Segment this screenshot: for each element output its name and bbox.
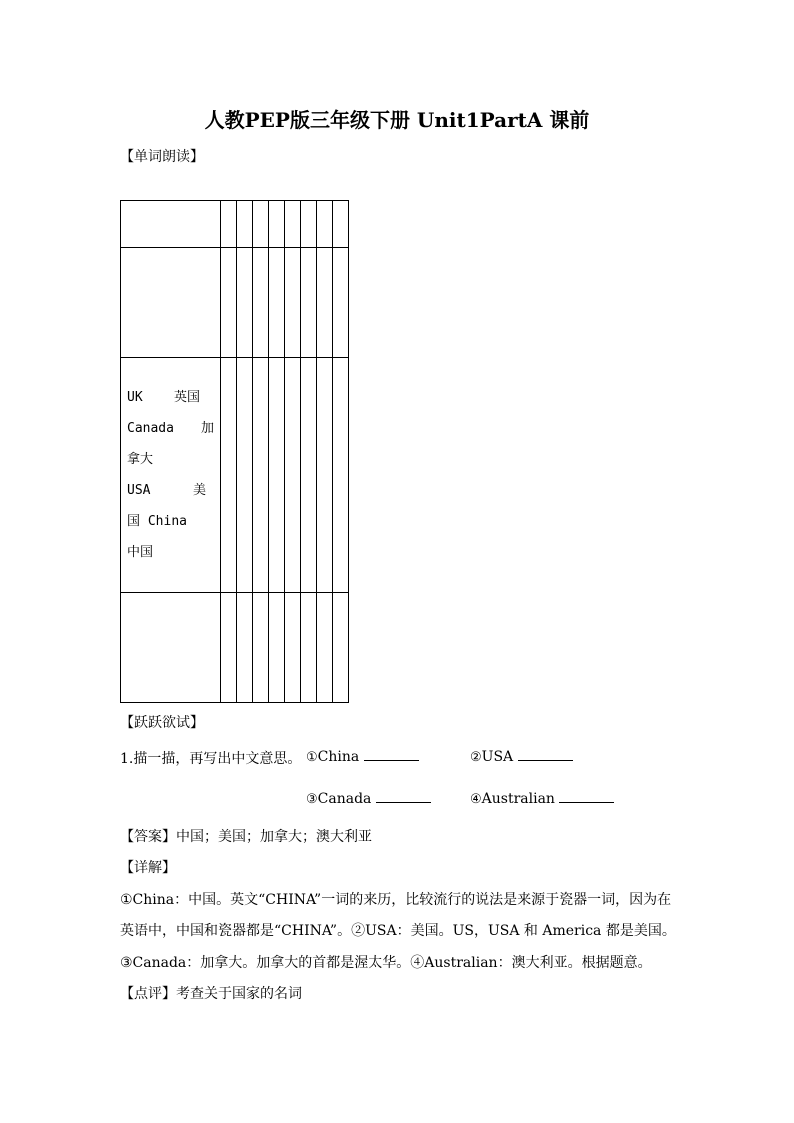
- word-canada-cont: 拿大: [127, 452, 154, 467]
- word-china-zh: 中国: [127, 545, 154, 560]
- table-row: [121, 358, 349, 593]
- word-usa: USA 美: [127, 483, 206, 498]
- question-prompt: 1.描一描，再写出中文意思。: [120, 751, 302, 767]
- word-china: 国 China: [127, 514, 187, 529]
- word-list-cell: [121, 358, 221, 593]
- table-row: [121, 248, 349, 358]
- question-item-4: ④Australian: [470, 790, 614, 807]
- answer-blank[interactable]: [559, 790, 614, 803]
- section-heading-try: 【跃跃欲试】: [120, 715, 204, 731]
- table-cell: [121, 248, 221, 358]
- detail-line-1: ①China：中国。英文“CHINA”一词的来历，比较流行的说法是来源于瓷器一词，因为在: [120, 892, 672, 908]
- table-row: [121, 201, 349, 248]
- answer-blank[interactable]: [518, 748, 573, 761]
- table-cell: [121, 593, 221, 703]
- detail-line-2: 英语中，中国和瓷器都是“CHINA”。②USA：美国。US，USA 和 America 都是美国。: [120, 923, 676, 939]
- comment-text: 考查关于国家的名词: [176, 986, 302, 1002]
- comment-label: 【点评】: [120, 986, 176, 1002]
- table-row: [121, 593, 349, 703]
- detail-heading: 【详解】: [120, 860, 176, 876]
- comment-line: [120, 983, 302, 1003]
- word-table: [120, 200, 349, 703]
- section-heading-word-reading: 【单词朗读】: [120, 149, 204, 165]
- answer-line: [120, 826, 372, 846]
- answer-text: 中国；美国；加拿大；澳大利亚: [176, 829, 372, 845]
- detail-line-3: ③Canada：加拿大。加拿大的首都是渥太华。④Australian：澳大利亚。根据题意。: [120, 955, 652, 971]
- question-item-1: ①China: [306, 748, 419, 765]
- question-item-2: ②USA: [470, 748, 573, 765]
- table-cell: [121, 201, 221, 248]
- answer-blank[interactable]: [364, 748, 419, 761]
- word-canada: Canada 加: [127, 421, 214, 436]
- answer-blank[interactable]: [376, 790, 431, 803]
- question-item-3: ③Canada: [306, 790, 431, 807]
- word-uk: UK 英国: [127, 390, 200, 405]
- answer-label: 【答案】: [120, 829, 176, 845]
- page-title: 人教PEP版三年级下册 Unit1PartA 课前: [204, 108, 590, 132]
